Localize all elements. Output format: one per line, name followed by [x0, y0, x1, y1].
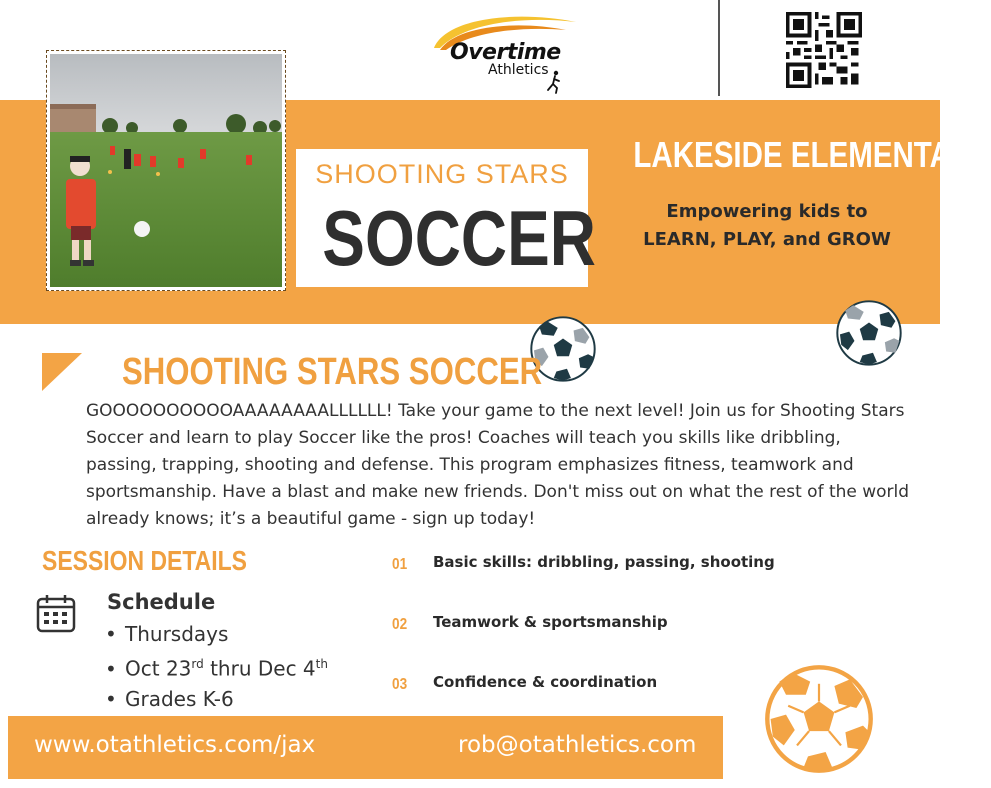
brand-logo — [426, 10, 586, 98]
calendar-icon — [36, 594, 76, 634]
feature-text: Confidence & coordination — [433, 673, 658, 691]
schedule-day: • Thursdays — [105, 619, 328, 649]
program-title-main: SOCCER — [322, 194, 596, 282]
program-title-top: SHOOTING STARS — [315, 159, 569, 189]
soccer-ball-icon — [764, 664, 874, 774]
title-card — [296, 149, 596, 287]
email-link[interactable]: rob@otathletics.com — [458, 732, 697, 758]
feature-text: Teamwork & sportsmanship — [433, 613, 668, 631]
logo-title: Overtime — [450, 40, 561, 65]
feature-number: 03 — [392, 676, 408, 693]
tagline-line-2: LEARN, PLAY, and GROW — [643, 229, 891, 250]
feature-number: 02 — [392, 616, 408, 633]
logo-subtitle: Athletics — [488, 62, 549, 78]
program-description: GOOOOOOOOOOAAAAAAAALLLLLL! Take your game to the next level! Join us for Shooting Stars Soccer and learn to play Soccer like the pros! Coaches will teach you skills like dribbling, passing, trapping, shooting and defense. This program emphasizes fitness, teamwork and sportsmanship. Have a blast and make new friends. Don't miss out on what the rest of the world already knows; it’s a beautiful game - sign up today! — [86, 401, 910, 529]
orange-triangle-icon — [42, 353, 82, 391]
feature-number: 01 — [392, 556, 408, 573]
program-heading: SHOOTING STARS SOCCER — [122, 351, 543, 393]
soccer-practice-photo — [50, 54, 282, 287]
footer-bar — [8, 716, 723, 779]
session-details-heading: SESSION DETAILS — [42, 545, 247, 576]
schedule-list — [105, 619, 328, 714]
qr-code-icon[interactable] — [786, 12, 862, 88]
school-name: LAKESIDE ELEMENTARY — [633, 134, 991, 175]
soccer-ball-icon — [836, 300, 902, 366]
header-divider — [718, 0, 720, 96]
schedule-grades: • Grades K-6 — [105, 684, 328, 714]
schedule-dates: • Oct 23rd thru Dec 4th — [105, 649, 328, 684]
tagline — [604, 198, 930, 254]
website-link[interactable]: www.otathletics.com/jax — [34, 732, 316, 758]
runner-figure-icon — [544, 70, 564, 94]
schedule-title: Schedule — [107, 590, 216, 614]
tagline-line-1: Empowering kids to — [666, 201, 868, 222]
feature-text: Basic skills: dribbling, passing, shooting — [433, 553, 775, 571]
